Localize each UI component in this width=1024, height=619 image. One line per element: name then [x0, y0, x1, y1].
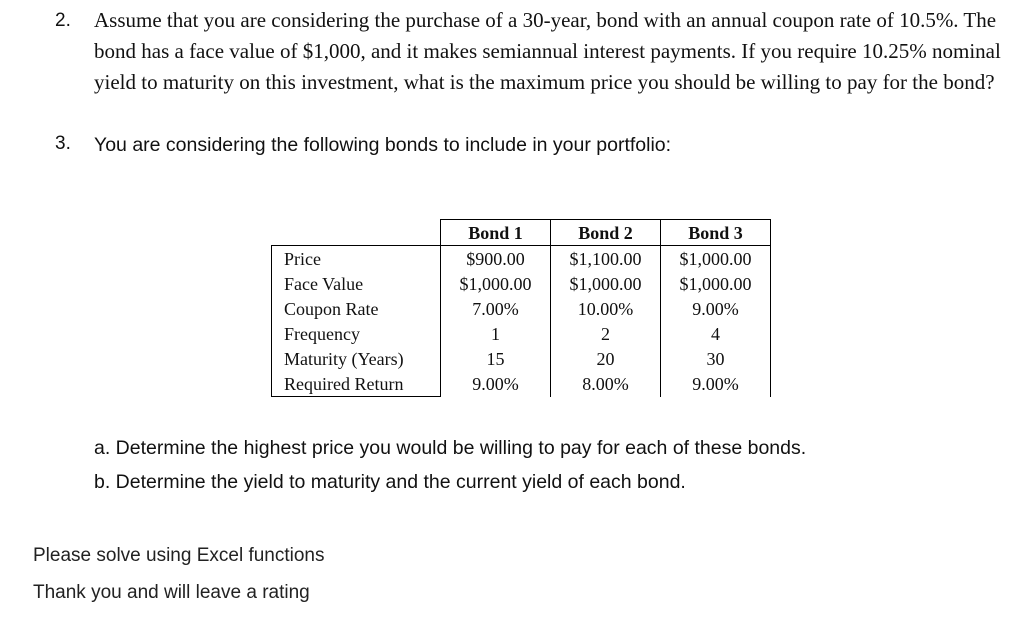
row-label: Price [272, 246, 441, 272]
table-row-maturity [272, 346, 771, 371]
question-3-text: You are considering the following bonds to include in your portfolio: [94, 134, 672, 156]
row-label: Frequency [272, 321, 441, 346]
question-3-number: 3. [55, 133, 71, 154]
bonds-table [271, 219, 771, 397]
header-bond-1: Bond 1 [441, 220, 551, 246]
cell-value: 10.00% [551, 296, 661, 321]
cell-value: 20 [551, 346, 661, 371]
table-corner-cell [272, 220, 441, 246]
cell-value: 30 [661, 346, 771, 371]
question-2-text: Assume that you are considering the purchase of a 30-year, bond with an annual coupon rate of 10.5%. The bond has a face value of $1,000, and it makes semiannual interest payments. If you require 10.25% nominal yield to maturity on this investment, what is the maximum price you should be willing to pay for the bond? [94, 8, 1001, 94]
row-label: Face Value [272, 271, 441, 296]
cell-value: 9.00% [441, 371, 551, 397]
table-row-price [272, 246, 771, 272]
row-label: Maturity (Years) [272, 346, 441, 371]
table-header-row [272, 220, 771, 246]
cell-value: 7.00% [441, 296, 551, 321]
cell-value: $900.00 [441, 246, 551, 272]
row-label: Required Return [272, 371, 441, 397]
cell-value: $1,000.00 [441, 271, 551, 296]
header-bond-3: Bond 3 [661, 220, 771, 246]
header-bond-2: Bond 2 [551, 220, 661, 246]
row-label: Coupon Rate [272, 296, 441, 321]
cell-value: 4 [661, 321, 771, 346]
cell-value: 2 [551, 321, 661, 346]
cell-value: 1 [441, 321, 551, 346]
subquestion-b: b. Determine the yield to maturity and the current yield of each bond. [94, 471, 686, 493]
cell-value: $1,100.00 [551, 246, 661, 272]
cell-value: 8.00% [551, 371, 661, 397]
cell-value: $1,000.00 [661, 271, 771, 296]
subquestion-a: a. Determine the highest price you would be willing to pay for each of these bonds. [94, 437, 807, 459]
table-row-face-value [272, 271, 771, 296]
note-excel-request: Please solve using Excel functions [33, 545, 325, 566]
cell-value: 9.00% [661, 371, 771, 397]
table-row-frequency [272, 321, 771, 346]
cell-value: $1,000.00 [551, 271, 661, 296]
table-row-coupon-rate [272, 296, 771, 321]
cell-value: 9.00% [661, 296, 771, 321]
cell-value: $1,000.00 [661, 246, 771, 272]
table-row-required-return [272, 371, 771, 397]
note-thank-you: Thank you and will leave a rating [33, 582, 310, 603]
question-2-number: 2. [55, 10, 71, 31]
cell-value: 15 [441, 346, 551, 371]
